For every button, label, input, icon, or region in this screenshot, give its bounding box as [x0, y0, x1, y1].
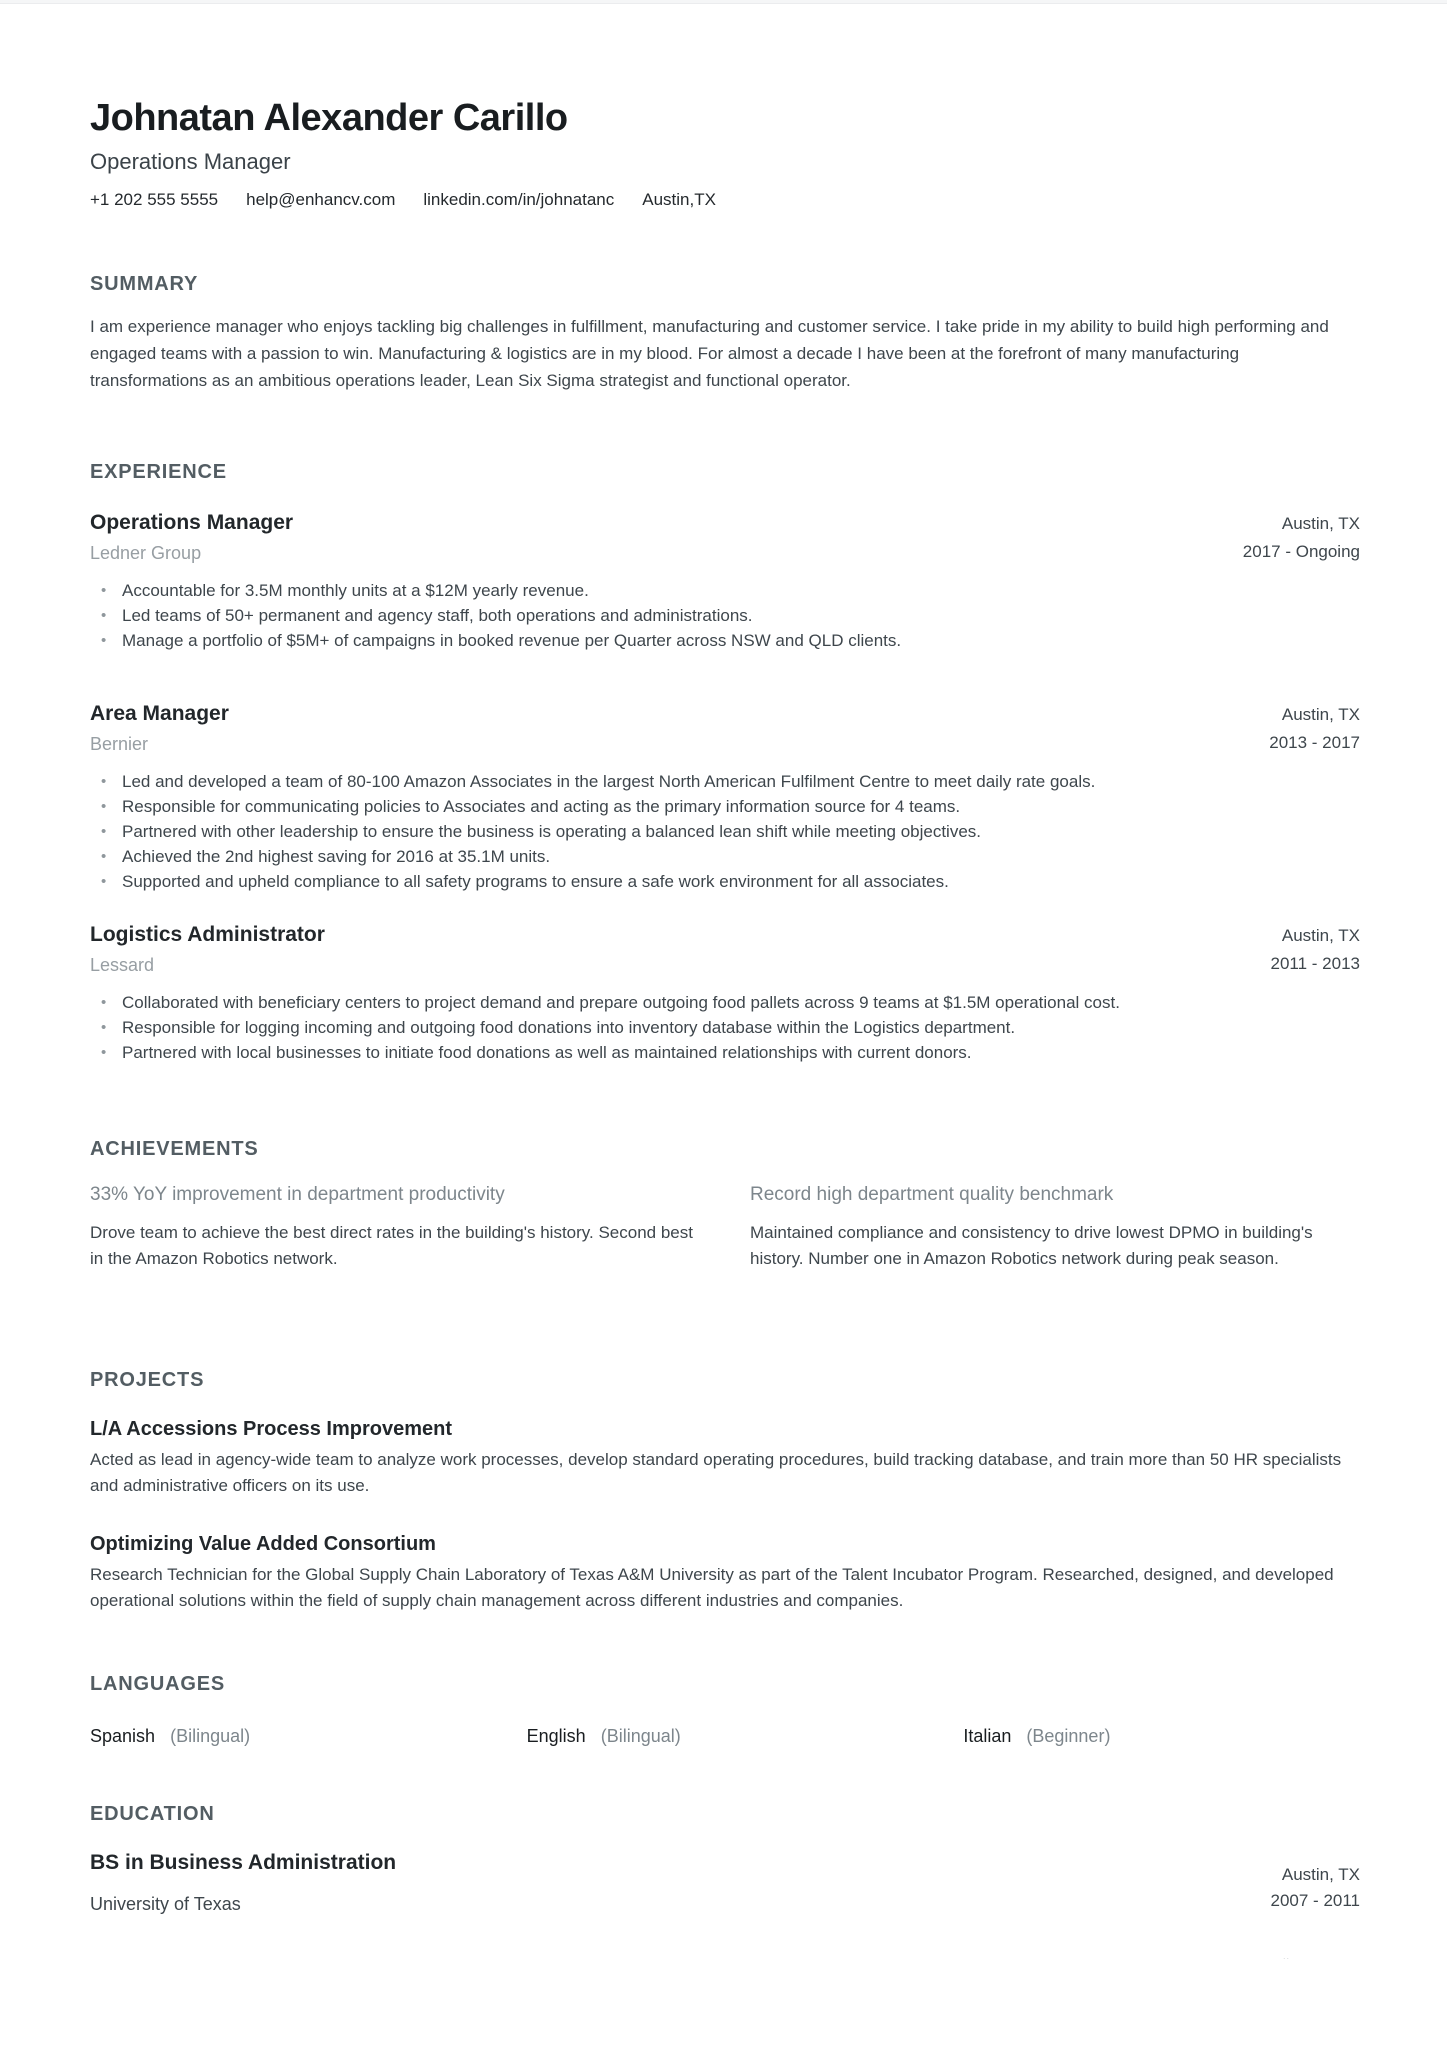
education-degree: BS in Business Administration [90, 1851, 397, 1874]
bullet-item: • Responsible for logging incoming and outgoing food donations into inventory database within the Logistics department. [90, 1015, 1360, 1040]
resume-header [90, 96, 1360, 212]
education-location: Austin, TX [1281, 1865, 1360, 1884]
job-entry [90, 701, 1360, 894]
candidate-title: Operations Manager [90, 149, 291, 174]
bullet-item: • Led teams of 50+ permanent and agency staff, both operations and administrations. [90, 603, 1360, 628]
achievements-grid [90, 1183, 1360, 1272]
projects-section [90, 1368, 1360, 1614]
job-header [90, 510, 1360, 566]
bullet-item: • Partnered with other leadership to ensure the business is operating a balanced lean shift while meeting objectives. [90, 819, 1360, 844]
education-meta [1271, 1862, 1360, 1916]
language-item [963, 1724, 1360, 1748]
contact-phone: +1 202 555 5555 [90, 190, 219, 209]
bullet-item: • Achieved the 2nd highest saving for 2016 at 35.1M units. [90, 844, 1360, 869]
contact-email[interactable]: help@enhancv.com [246, 190, 396, 209]
projects-heading: PROJECTS [90, 1369, 205, 1391]
job-meta [1271, 922, 1360, 978]
job-entry [90, 510, 1360, 653]
job-bullet-list [90, 990, 1360, 1065]
language-level: (Bilingual) [600, 1726, 681, 1746]
job-location: Austin, TX [1281, 514, 1360, 533]
education-school: University of Texas [90, 1894, 241, 1914]
job-header [90, 701, 1360, 757]
education-entry [90, 1850, 1360, 1916]
achievement-text: Maintained compliance and consistency to drive lowest DPMO in building's history. Number one in Amazon Robotics network during peak season. [750, 1223, 1313, 1268]
languages-section [90, 1672, 1360, 1748]
job-title-block [90, 922, 325, 977]
job-company: Bernier [90, 734, 149, 754]
language-item [90, 1724, 487, 1748]
project-title: L/A Accessions Process Improvement [90, 1418, 452, 1440]
bullet-item: • Led and developed a team of 80-100 Amazon Associates in the largest North American Fulfilment Centre to meet daily rate goals. [90, 769, 1360, 794]
job-dates: 2013 - 2017 [1269, 733, 1360, 752]
contact-location: Austin,TX [642, 190, 716, 209]
project-title: Optimizing Value Added Consortium [90, 1533, 436, 1555]
language-item [527, 1724, 924, 1748]
achievements-heading: ACHIEVEMENTS [90, 1138, 259, 1160]
summary-section [90, 272, 1360, 394]
job-location: Austin, TX [1281, 926, 1360, 945]
achievement-title: Record high department quality benchmark [750, 1184, 1114, 1205]
achievement-item [90, 1183, 700, 1272]
job-meta [1243, 510, 1360, 566]
project-entry [90, 1416, 1360, 1499]
achievements-section [90, 1137, 1360, 1272]
achievement-title: 33% YoY improvement in department productivity [90, 1184, 505, 1205]
job-bullet-list [90, 769, 1360, 894]
bullet-item: • Collaborated with beneficiary centers to project demand and prepare outgoing food pallets across 9 teams at $1.5M operational cost. [90, 990, 1360, 1015]
project-entry [90, 1531, 1360, 1614]
language-name: English [526, 1726, 586, 1746]
page-artifact-mark: .. [1283, 1951, 1291, 1961]
job-header [90, 922, 1360, 978]
bullet-item: • Manage a portfolio of $5M+ of campaigns in booked revenue per Quarter across NSW and QLD clients. [90, 628, 1360, 653]
job-bullet-list [90, 578, 1360, 653]
candidate-name: Johnatan Alexander Carillo [90, 97, 568, 139]
language-level: (Beginner) [1026, 1726, 1111, 1746]
job-dates: 2017 - Ongoing [1242, 542, 1360, 561]
job-location: Austin, TX [1281, 705, 1360, 724]
languages-heading: LANGUAGES [90, 1673, 225, 1695]
job-entry [90, 922, 1360, 1065]
job-meta [1269, 701, 1360, 757]
education-dates: 2007 - 2011 [1270, 1891, 1360, 1910]
job-title: Area Manager [90, 702, 229, 725]
contact-linkedin[interactable]: linkedin.com/in/johnatanc [423, 190, 615, 209]
language-name: Spanish [90, 1726, 156, 1746]
job-title: Logistics Administrator [90, 923, 325, 946]
summary-heading: SUMMARY [90, 273, 199, 295]
achievement-text: Drove team to achieve the best direct rates in the building's history. Second best in the Amazon Robotics network. [90, 1223, 693, 1268]
language-name: Italian [963, 1726, 1012, 1746]
experience-section [90, 460, 1360, 1065]
bullet-item: • Accountable for 3.5M monthly units at a $12M yearly revenue. [90, 578, 1360, 603]
job-dates: 2011 - 2013 [1270, 954, 1360, 973]
bullet-item: • Responsible for communicating policies to Associates and acting as the primary information source for 4 teams. [90, 794, 1360, 819]
education-main [90, 1850, 396, 1916]
language-level: (Bilingual) [170, 1726, 251, 1746]
contact-row [90, 188, 1360, 212]
job-title-block [90, 510, 293, 565]
experience-heading: EXPERIENCE [90, 461, 227, 483]
bullet-item: • Supported and upheld compliance to all safety programs to ensure a safe work environment for all associates. [90, 869, 1360, 894]
job-company: Lessard [90, 955, 155, 975]
achievement-item [750, 1183, 1360, 1272]
languages-grid [90, 1724, 1360, 1748]
bullet-item: • Partnered with local businesses to initiate food donations as well as maintained relationships with current donors. [90, 1040, 1360, 1065]
education-heading: EDUCATION [90, 1803, 215, 1825]
job-company: Ledner Group [90, 543, 202, 563]
summary-text: I am experience manager who enjoys tackling big challenges in fulfillment, manufacturing and customer service. I take pride in my ability to build high performing and engaged teams with a passion to win. Manufacturing & logistics are in my blood. For almost a decade I have been at the forefront of many manufacturing transformations as an ambitious operations leader, Lean Six Sigma strategist and functional operator. [90, 317, 1329, 390]
project-text: Research Technician for the Global Supply Chain Laboratory of Texas A&M University as part of the Talent Incubator Program. Researched, designed, and developed operational solutions within the field of supply chain management across different industries and companies. [90, 1565, 1334, 1610]
job-title-block [90, 701, 229, 756]
education-section [90, 1802, 1360, 1916]
job-title: Operations Manager [90, 511, 294, 534]
project-text: Acted as lead in agency-wide team to analyze work processes, develop standard operating procedures, build tracking database, and train more than 50 HR specialists and administrative officers on its use. [90, 1450, 1342, 1495]
